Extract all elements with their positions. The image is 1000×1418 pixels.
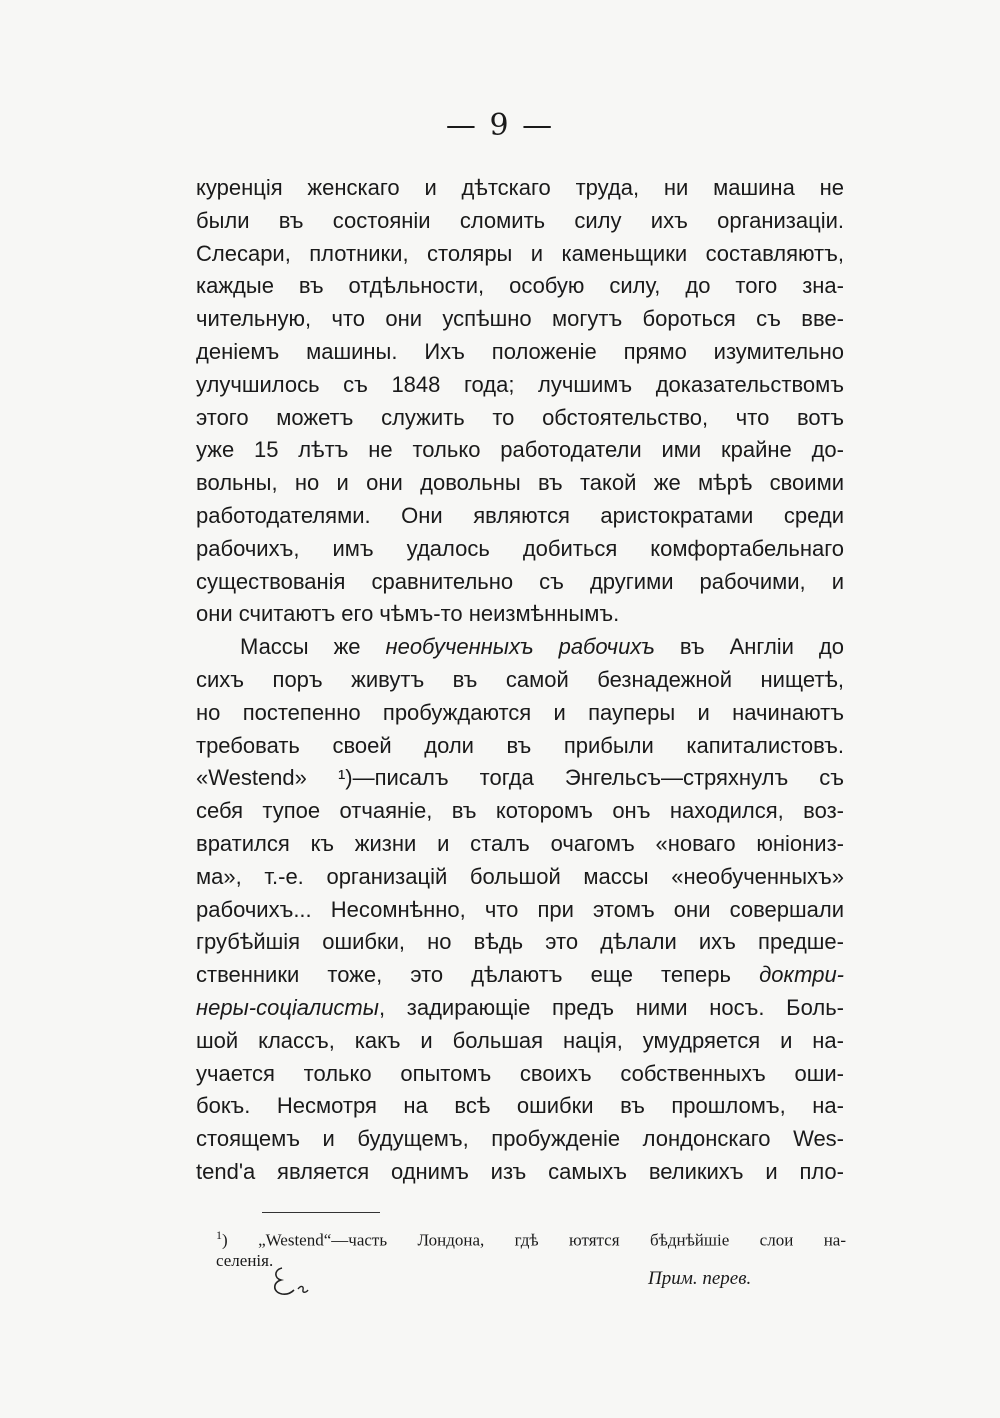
- text-segment: ственники тоже, это дѣлаютъ еще теперь: [196, 962, 760, 988]
- text-line: вратился къ жизни и сталъ очагомъ «новаго юніониз-: [196, 830, 844, 856]
- text-line: себя тупое отчаяніе, въ которомъ онъ находился, воз-: [196, 798, 844, 824]
- handwritten-mark: [268, 1262, 318, 1302]
- text-line: работодателями. Они являются аристократами среди: [196, 502, 844, 528]
- text-line: [196, 992, 844, 1025]
- text-line: этого можетъ служить то обстоятельство, что вотъ: [196, 404, 844, 430]
- footnote-line: селенія.: [216, 1251, 274, 1270]
- text-segment: въ Англіи до: [654, 634, 844, 660]
- text-line: «Westend» ¹)—писалъ тогда Энгельсъ—стряхнулъ съ: [196, 765, 844, 791]
- text-line: tend'а является однимъ изъ самыхъ великихъ и пло-: [196, 1158, 844, 1184]
- page-number: — 9 —: [445, 108, 555, 143]
- text-line: деніемъ машины. Ихъ положеніе прямо изумительно: [196, 338, 844, 364]
- text-line: были въ состояніи сломить силу ихъ организаціи.: [196, 207, 844, 233]
- text-line: сихъ поръ живутъ въ самой безнадежной нищетѣ,: [196, 666, 844, 692]
- translator-note: Прим. перев.: [648, 1268, 752, 1289]
- body-text: [196, 172, 844, 1189]
- emphasis-text: доктри-: [759, 962, 844, 988]
- text-line: они считаютъ его чѣмъ-то неизмѣннымъ.: [196, 601, 620, 627]
- text-line: уже 15 лѣтъ не только работодатели ими крайне до-: [196, 437, 844, 463]
- text-line: шой классъ, какъ и большая нація, умудряется и на-: [196, 1027, 844, 1053]
- footnote-line: [216, 1222, 846, 1248]
- text-segment: , задирающіе предъ ними носъ. Боль-: [378, 994, 844, 1020]
- text-line: грубѣйшія ошибки, но вѣдь это дѣлали ихъ предше-: [196, 929, 844, 955]
- footnote-divider: [262, 1212, 380, 1213]
- emphasis-text: необученныхъ рабочихъ: [385, 634, 655, 660]
- text-line: требовать своей доли въ прибыли капиталистовъ.: [196, 732, 844, 758]
- emphasis-text: неры-соціалисты: [196, 994, 379, 1020]
- text-line: существованія сравнительно съ другими рабочими, и: [196, 568, 844, 594]
- footnote-text: ) „Westend“—часть Лондона, гдѣ ютятся бѣднѣйшіе слои на-: [222, 1230, 846, 1250]
- text-line: каждые въ отдѣльности, особую силу, до того зна-: [196, 273, 844, 299]
- text-line: учается только опытомъ своихъ собственныхъ оши-: [196, 1060, 844, 1086]
- text-line: но постепенно пробуждаются и пауперы и начинаютъ: [196, 699, 844, 725]
- text-line: стоящемъ и будущемъ, пробужденіе лондонскаго Wes-: [196, 1126, 844, 1152]
- text-line: бокъ. Несмотря на всѣ ошибки въ прошломъ, на-: [196, 1093, 844, 1119]
- text-line: улучшилось съ 1848 года; лучшимъ доказательствомъ: [196, 371, 844, 397]
- text-segment: Массы же: [240, 634, 386, 660]
- footnote-marker: 1: [216, 1228, 222, 1242]
- paragraph-2-first-line: [196, 631, 844, 664]
- text-line: рабочихъ, имъ удалось добиться комфортабельнаго: [196, 535, 844, 561]
- text-line: вольны, но и они довольны въ такой же мѣрѣ своими: [196, 470, 844, 496]
- text-line: рабочихъ... Несомнѣнно, что при этомъ они совершали: [196, 896, 844, 922]
- text-line: Слесари, плотники, столяры и каменьщики составляютъ,: [196, 240, 844, 266]
- text-line: ма», т.-е. организацій большой массы «необученныхъ»: [196, 863, 844, 889]
- text-line: чительную, что они успѣшно могутъ бороться съ вве-: [196, 306, 844, 332]
- text-line: [196, 959, 844, 992]
- text-line: куренція женскаго и дѣтскаго труда, ни машина не: [196, 175, 844, 200]
